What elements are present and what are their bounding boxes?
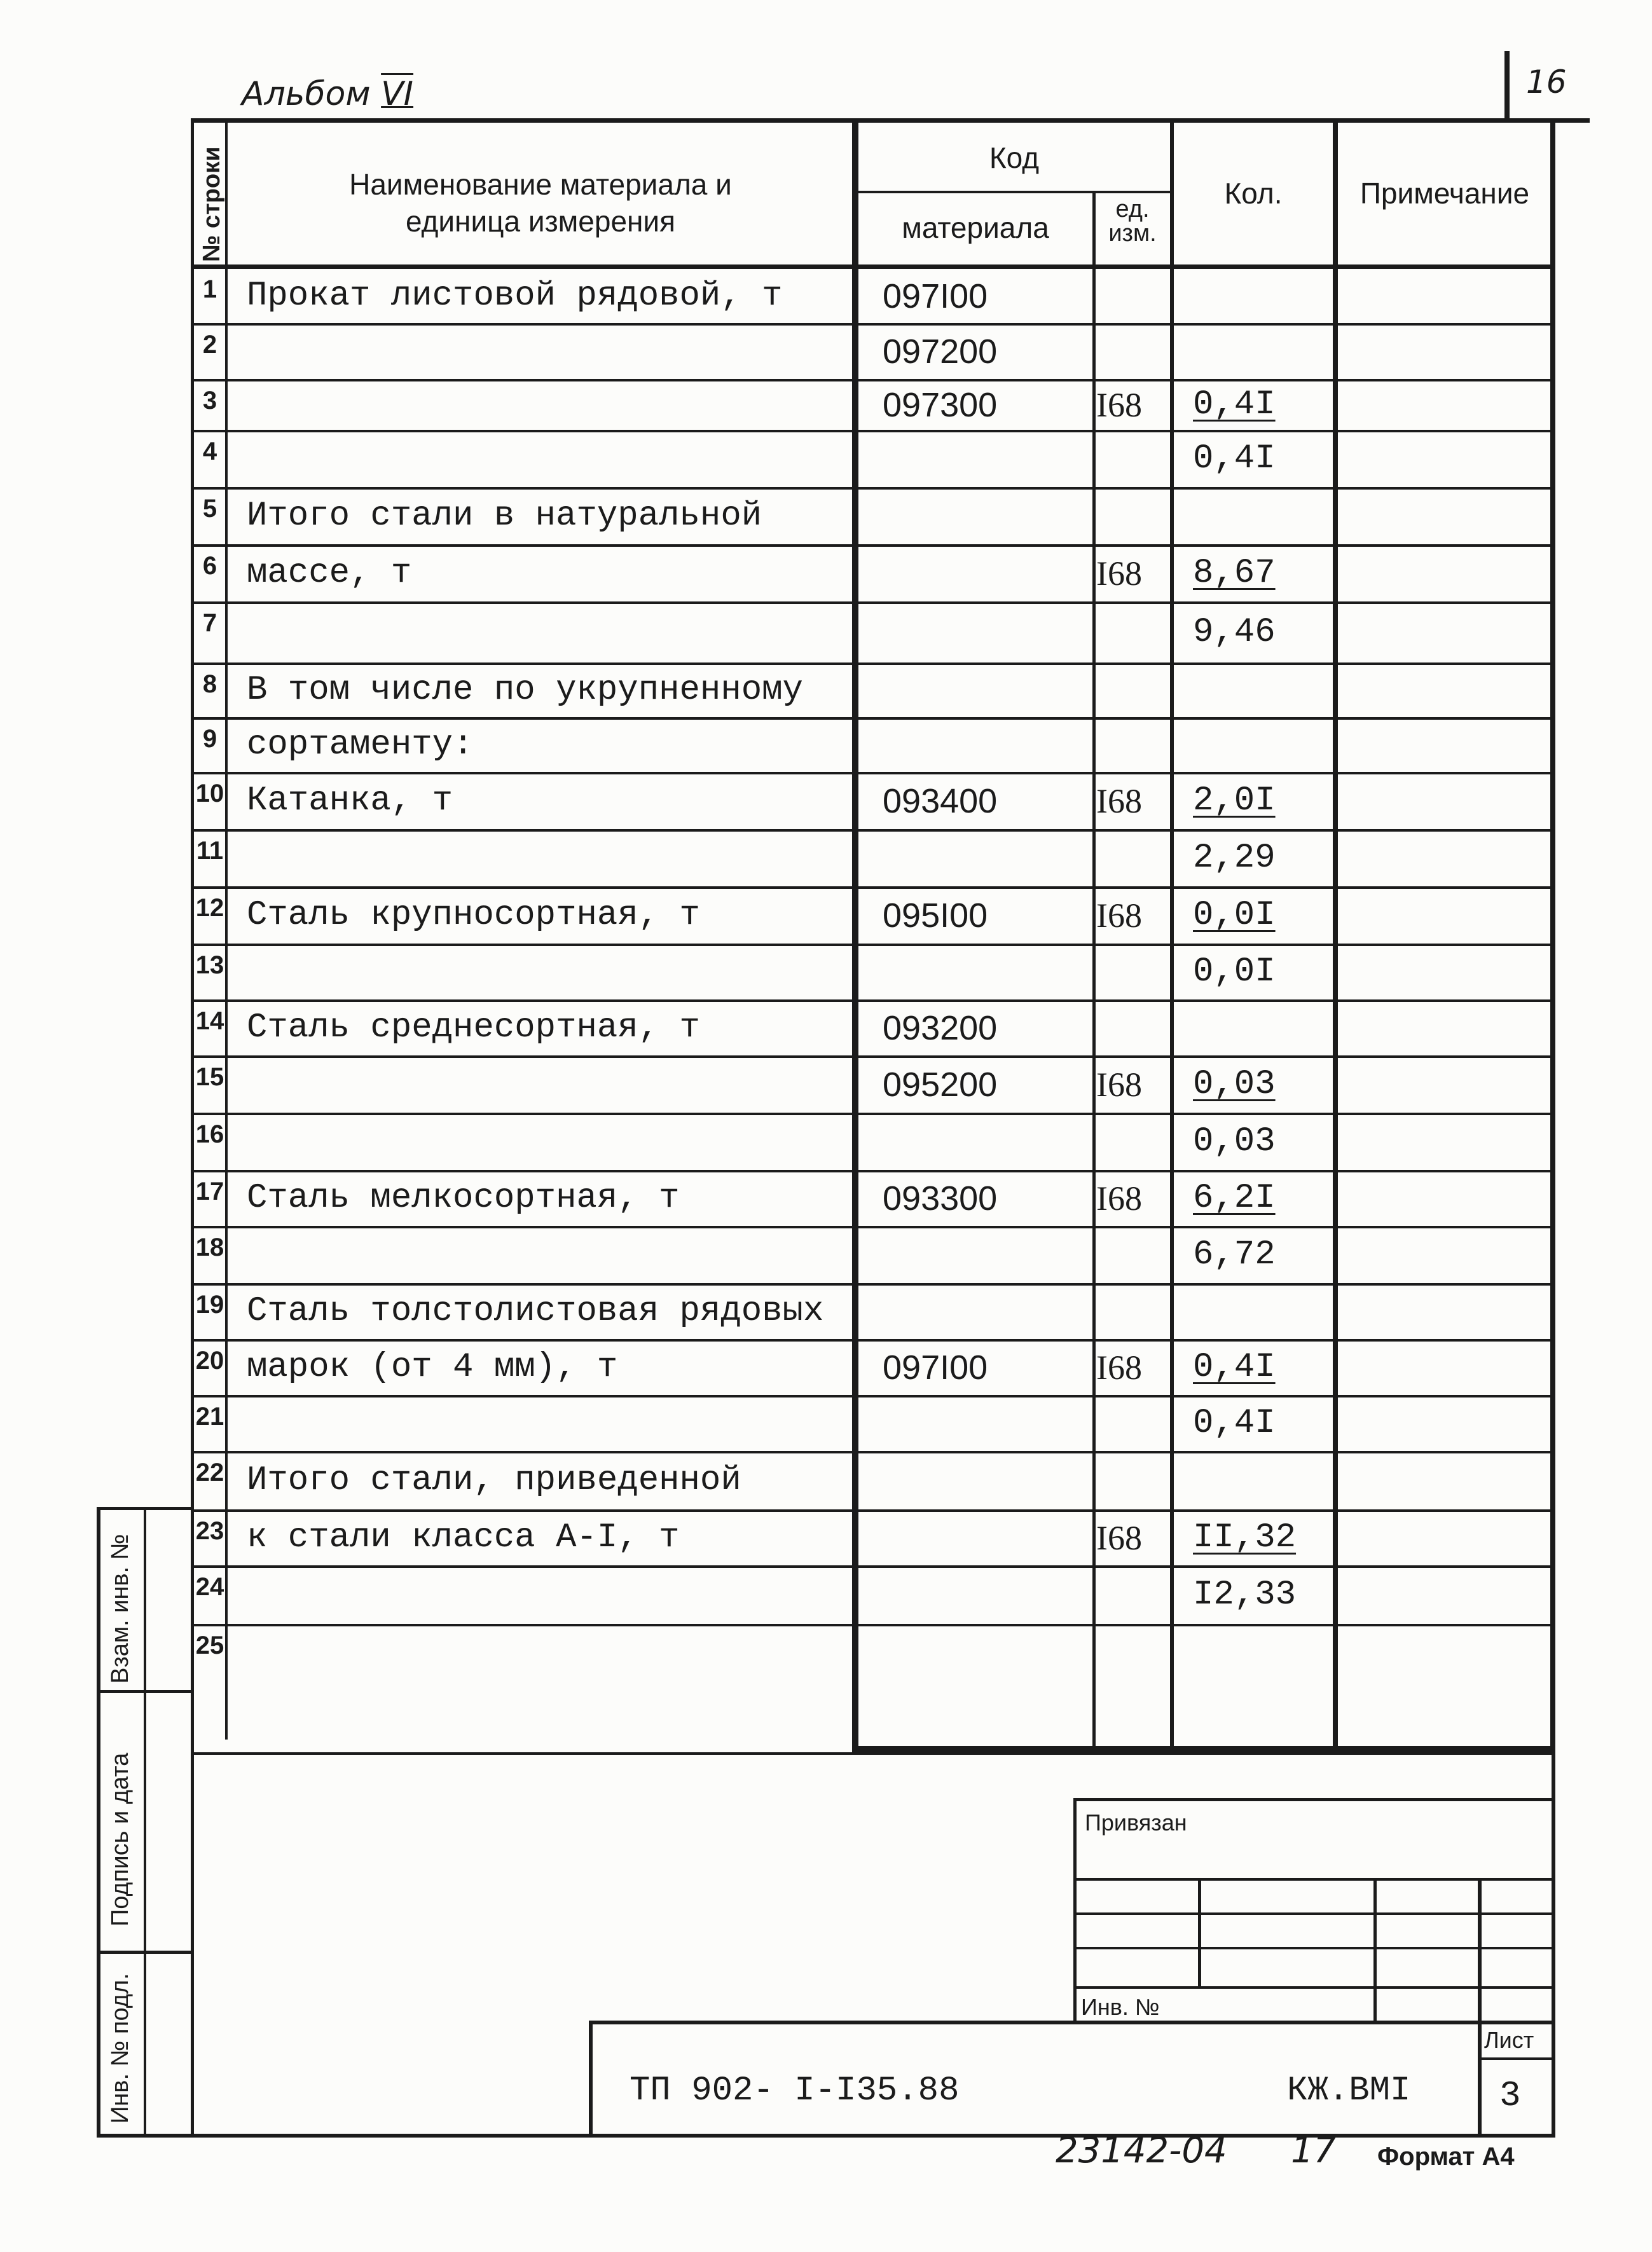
- stamp-sep-1: [97, 1690, 192, 1693]
- row-number: 24: [195, 1573, 224, 1601]
- row-number: 9: [202, 725, 217, 753]
- material-name: Прокат листовой рядовой, т: [247, 277, 783, 315]
- row-number: 14: [195, 1007, 224, 1035]
- quantity: 6,72: [1193, 1235, 1276, 1274]
- table-top-border: [191, 118, 1590, 123]
- stamp-bottom: [97, 2134, 192, 2138]
- album-label: Альбом VI: [242, 75, 414, 113]
- quantity: 0,03: [1193, 1065, 1276, 1104]
- rownum-divider: [225, 118, 228, 1740]
- doc-mark: КЖ.ВМI: [1287, 2071, 1411, 2110]
- header-row-no: № строки: [198, 146, 225, 262]
- row-divider: [191, 772, 1555, 774]
- row-number: 25: [195, 1631, 224, 1659]
- title-top-border: [589, 2021, 1555, 2024]
- row-divider: [191, 663, 1555, 665]
- row-divider: [191, 379, 1555, 381]
- material-name: к стали класса А-I, т: [247, 1518, 680, 1557]
- row-number: 16: [195, 1120, 224, 1148]
- row-divider: [191, 1395, 1555, 1397]
- quantity: 6,2I: [1193, 1179, 1276, 1218]
- album-number: VI: [381, 75, 414, 113]
- row-number: 13: [195, 951, 224, 979]
- frame-mid-line: [191, 1752, 1555, 1755]
- row-divider: [191, 717, 1555, 720]
- unit-code: I68: [1096, 896, 1142, 935]
- header-qty: Кол.: [1224, 177, 1283, 210]
- material-name: Сталь толстолистовая рядовых: [247, 1292, 824, 1331]
- row-divider: [191, 944, 1555, 946]
- privyazan-top: [1073, 1798, 1555, 1801]
- material-name: марок (от 4 мм), т: [247, 1348, 618, 1387]
- top-right-mark: [1504, 51, 1510, 120]
- quantity: 2,0I: [1193, 781, 1276, 820]
- table-right-border: [1550, 118, 1555, 1748]
- row-divider: [191, 323, 1555, 326]
- header-name: Наименование материала и единица измерения: [349, 168, 732, 238]
- material-name: В том числе по укрупненному: [247, 671, 803, 710]
- page-number: 16: [1526, 64, 1567, 100]
- row-divider: [191, 487, 1555, 490]
- row-divider: [191, 886, 1555, 889]
- unit-code: I68: [1096, 386, 1142, 424]
- privyazan-col-1: [1198, 1878, 1201, 1989]
- row-number: 21: [195, 1403, 224, 1431]
- row-divider: [191, 1509, 1555, 1512]
- header-note: Примечание: [1359, 177, 1530, 210]
- row-number: 23: [195, 1517, 224, 1545]
- row-number: 3: [202, 387, 217, 415]
- material-code: 095200: [883, 1066, 998, 1104]
- row-number: 8: [202, 670, 217, 698]
- quantity: 0,0I: [1193, 896, 1276, 935]
- stamp-podpis: Подпись и дата: [107, 1752, 134, 1926]
- stamp-top: [97, 1507, 192, 1510]
- material-code: 097300: [883, 386, 998, 424]
- privyazan-col-3: [1478, 1878, 1482, 2138]
- inv-no-label: Инв. №: [1081, 1994, 1160, 2020]
- row-number: 19: [195, 1291, 224, 1319]
- material-name: Итого стали в натуральной: [247, 497, 762, 535]
- unit-code: I68: [1096, 554, 1142, 593]
- unit-code: I68: [1096, 1066, 1142, 1104]
- quantity: 0,4I: [1193, 385, 1276, 424]
- material-name: массе, т: [247, 554, 412, 593]
- row-divider: [191, 544, 1555, 547]
- row-number: 5: [202, 495, 217, 523]
- table-bottom-border: [852, 1746, 1555, 1752]
- quantity: 0,4I: [1193, 1404, 1276, 1443]
- row-number: 4: [202, 437, 217, 465]
- order-number: 23142-04: [1056, 2130, 1227, 2171]
- unit-col-divider: [1092, 193, 1096, 1751]
- table-left-border: [191, 118, 194, 1740]
- privyazan-label: Привязан: [1085, 1809, 1187, 1836]
- row-divider: [191, 829, 1555, 832]
- sheet-label-line: [1478, 2057, 1555, 2060]
- row-number: 22: [195, 1459, 224, 1486]
- row-number: 7: [202, 609, 217, 637]
- quantity: II,32: [1193, 1518, 1297, 1557]
- code-col-divider: [852, 118, 858, 1751]
- material-name: Сталь крупносортная, т: [247, 896, 700, 935]
- privyazan-left: [1073, 1798, 1077, 2023]
- material-code: 093200: [883, 1009, 998, 1047]
- sheet-label: Лист: [1484, 2027, 1534, 2053]
- row-divider: [191, 999, 1555, 1002]
- row-divider: [191, 1451, 1555, 1453]
- privyazan-row-4: [1073, 1986, 1555, 1989]
- unit-code: I68: [1096, 782, 1142, 820]
- quantity: 9,46: [1193, 613, 1276, 652]
- frame-right-lower: [1552, 1748, 1555, 2138]
- copy-number: 17: [1291, 2130, 1337, 2171]
- stamp-vzam: Взам. инв. №: [107, 1534, 134, 1684]
- row-number: 20: [195, 1347, 224, 1375]
- row-divider: [191, 1283, 1555, 1286]
- material-name: Катанка, т: [247, 781, 453, 820]
- sheet-number: 3: [1499, 2075, 1521, 2116]
- qty-col-divider: [1170, 118, 1174, 1751]
- code-subheader-line: [856, 191, 1171, 193]
- row-divider: [191, 1339, 1555, 1342]
- unit-code: I68: [1096, 1519, 1142, 1557]
- stamp-outer-left: [97, 1507, 100, 2138]
- row-divider: [191, 601, 1555, 604]
- unit-code: I68: [1096, 1179, 1142, 1218]
- format-label: Формат А4: [1377, 2143, 1515, 2171]
- material-name: Сталь среднесортная, т: [247, 1008, 700, 1047]
- quantity: 8,67: [1193, 554, 1276, 593]
- row-divider: [191, 1170, 1555, 1172]
- quantity: 0,03: [1193, 1122, 1276, 1161]
- quantity: 0,0I: [1193, 952, 1276, 991]
- row-number: 1: [202, 275, 217, 303]
- row-divider: [191, 1565, 1555, 1568]
- row-divider: [191, 1624, 1555, 1626]
- material-code: 097I00: [883, 277, 988, 315]
- quantity: I2,33: [1193, 1576, 1297, 1614]
- header-material: материала: [902, 211, 1049, 244]
- material-code: 097200: [883, 333, 998, 371]
- header-bottom-border: [191, 264, 1555, 269]
- header-code: Код: [989, 141, 1040, 174]
- material-name: Сталь мелкосортная, т: [247, 1179, 680, 1218]
- material-code: 093300: [883, 1179, 998, 1218]
- row-number: 12: [195, 894, 224, 922]
- stamp-inner-divider: [144, 1507, 146, 2138]
- note-col-divider: [1333, 118, 1338, 1751]
- privyazan-row-1: [1073, 1878, 1555, 1881]
- frame-bottom: [191, 2134, 1555, 2138]
- row-number: 10: [195, 779, 224, 807]
- row-divider: [191, 430, 1555, 432]
- quantity: 0,4I: [1193, 1348, 1276, 1387]
- doc-code: ТП 902- I-I35.88: [630, 2071, 960, 2110]
- privyazan-row-2: [1073, 1912, 1555, 1915]
- material-code: 095I00: [883, 896, 988, 935]
- stamp-inv-podl: Инв. № подл.: [107, 1973, 134, 2124]
- stamp-sep-2: [97, 1951, 192, 1954]
- quantity: 2,29: [1193, 839, 1276, 877]
- title-left-border: [589, 2021, 593, 2138]
- row-number: 15: [195, 1063, 224, 1091]
- privyazan-col-2: [1373, 1878, 1377, 2023]
- privyazan-row-3: [1073, 1947, 1555, 1949]
- material-name: сортаменту:: [247, 725, 474, 764]
- row-number: 11: [196, 837, 224, 865]
- material-name: Итого стали, приведенной: [247, 1461, 741, 1500]
- frame-left-lower: [191, 1740, 194, 2138]
- row-number: 17: [195, 1177, 224, 1205]
- unit-code: I68: [1096, 1349, 1142, 1387]
- material-code: 093400: [883, 782, 998, 820]
- row-divider: [191, 1226, 1555, 1228]
- quantity: 0,4I: [1193, 439, 1276, 478]
- row-number: 18: [195, 1233, 224, 1261]
- header-unit: ед. изм.: [1108, 196, 1157, 247]
- material-code: 097I00: [883, 1349, 988, 1387]
- row-divider: [191, 1113, 1555, 1115]
- row-number: 6: [202, 552, 217, 580]
- row-number: 2: [202, 331, 217, 359]
- row-divider: [191, 1055, 1555, 1058]
